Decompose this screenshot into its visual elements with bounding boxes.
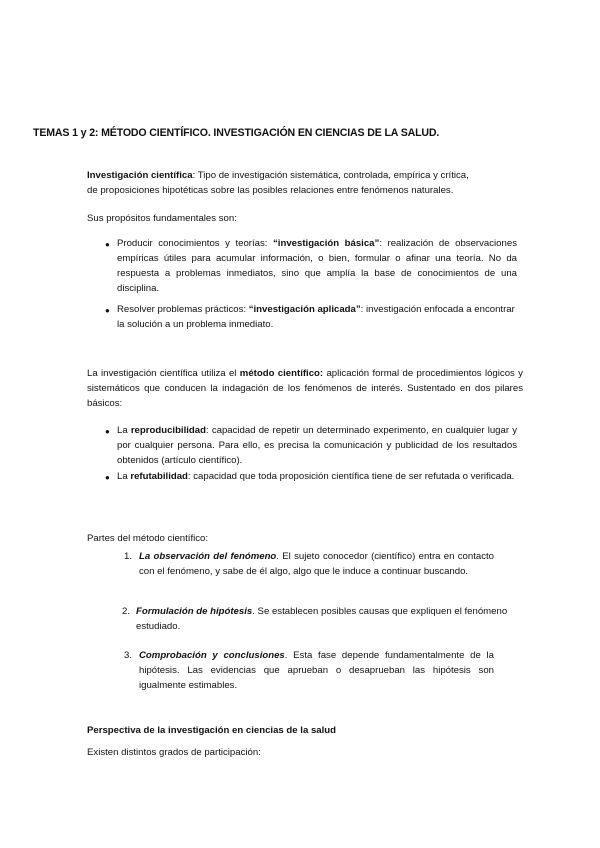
intro-definition xyxy=(87,168,527,198)
pillar-item-reproducibility xyxy=(117,423,517,468)
intro-line-1 xyxy=(87,168,527,183)
part-term: Comprobación y conclusiones xyxy=(139,650,285,661)
method-term: método científico: xyxy=(239,368,324,379)
purpose-text: : investigación enfocada a encontrar la solución a un problema inmediato. xyxy=(117,304,515,330)
purposes-label: Sus propósitos fundamentales son: xyxy=(87,213,237,224)
method-text: aplicación formal de procedimientos lógicos y sistemáticos que conducen la indagación de los fenómenos de interés. Sustentado en dos pilares básicos: xyxy=(87,368,523,409)
purpose-item-applied xyxy=(117,302,517,332)
bullet-icon: ● xyxy=(105,427,110,436)
parts-label: Partes del método científico: xyxy=(87,533,209,544)
pillar-text: : capacidad de repetir un determinado experimento, en cualquier lugar y por cualquier persona. Para ello, es precisa la comunicación y publicidad de los resultados obtenidos (artículo científico). xyxy=(117,425,517,466)
bullet-icon: ● xyxy=(105,306,110,315)
intro-term: Investigación científica xyxy=(87,170,193,181)
part-term: La observación del fenómeno xyxy=(139,551,277,562)
purpose-term: “investigación aplicada” xyxy=(248,304,361,315)
method-paragraph xyxy=(87,366,523,411)
degrees-label: Existen distintos grados de participación: xyxy=(87,747,261,758)
pillar-lead: La xyxy=(117,471,131,482)
pillar-lead: La xyxy=(117,425,131,436)
part-text: . El sujeto conocedor (científico) entra en contacto con el fenómeno, y sabe de él algo, algo que le induce a continuar buscando. xyxy=(139,551,494,577)
intro-definition-line1: : Tipo de investigación sistemática, controlada, empírica y crítica, xyxy=(192,170,469,181)
part-number: 2. xyxy=(122,606,131,617)
pillar-term: refutabilidad xyxy=(130,471,188,482)
perspective-heading: Perspectiva de la investigación en ciencias de la salud xyxy=(87,725,337,736)
part-number: 3. xyxy=(124,650,133,661)
purpose-lead: Producir conocimientos y teorías: xyxy=(117,238,273,249)
page-title: TEMAS 1 y 2: MÉTODO CIENTÍFICO. INVESTIGACIÓN EN CIENCIAS DE LA SALUD. xyxy=(33,127,440,139)
pillar-item-refutability xyxy=(117,469,517,484)
method-lead: La investigación científica utiliza el xyxy=(87,368,240,379)
part-item-observation xyxy=(139,549,494,579)
pillar-text: : capacidad que toda proposición científica tiene de ser refutada o verificada. xyxy=(187,471,515,482)
part-term: Formulación de hipótesis xyxy=(136,606,253,617)
intro-definition-line2: de proposiciones hipotéticas sobre las posibles relaciones entre fenómenos naturales. xyxy=(87,185,454,196)
part-text: . Se establecen posibles causas que expliquen el fenómeno estudiado. xyxy=(136,606,508,632)
purpose-term: “investigación básica” xyxy=(273,238,380,249)
bullet-icon: ● xyxy=(105,473,110,482)
part-text: . Esta fase depende fundamentalmente de la hipótesis. Las evidencias que aprueban o desaprueban las hipótesis son igualmente estimables. xyxy=(139,650,494,691)
purpose-lead: Resolver problemas prácticos: xyxy=(117,304,249,315)
pillar-term: reproducibilidad xyxy=(130,425,206,436)
purpose-text: : realización de observaciones empíricas útiles para acumular información, o bien, formular o afinar una teoría. No da respuesta a problemas inmediatos, sino que amplía la base de conocimientos de una disciplina. xyxy=(117,238,517,294)
part-number: 1. xyxy=(124,551,133,562)
bullet-icon: ● xyxy=(105,240,110,249)
part-item-verification xyxy=(139,648,494,693)
part-item-hypothesis xyxy=(136,604,508,634)
purpose-item-basic xyxy=(117,236,517,296)
